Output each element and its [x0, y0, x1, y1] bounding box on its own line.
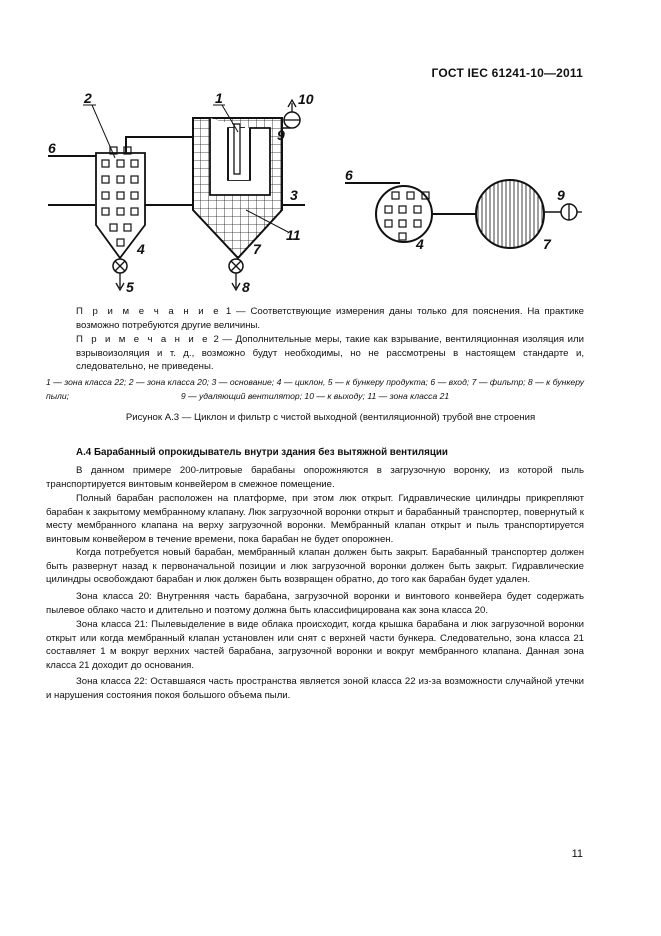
cyclone — [83, 105, 145, 290]
svg-text:4: 4 — [137, 241, 145, 257]
figure-caption: Рисунок А.3 — Циклон и фильтр с чистой выходной (вентиляционной) трубой вне строения — [125, 412, 536, 423]
paragraph-4: Зона класса 20: Внутренняя часть барабана, загрузочной воронки и винтового конвейера будет содержать пылевое облако часто и длительно и поэтому должна быть классифицирована как зона класса 20. — [46, 591, 584, 616]
section-title: А.4 Барабанный опрокидыватель внутри здания без вытяжной вентиляции — [76, 447, 448, 458]
legend-line-2: 9 — удаляющий вентилятор; 10 — к выходу; 11 — зона класса 21 — [180, 391, 450, 401]
document-header: ГОСТ IEC 61241-10—2011 — [431, 66, 583, 80]
svg-text:11: 11 — [286, 227, 301, 243]
note-1: П р и м е ч а н и е 1 — Соответствующие измерения даны только для пояснения. На практике возможно потребуются другие величины. — [76, 306, 584, 331]
svg-text:6: 6 — [48, 140, 56, 156]
svg-text:10: 10 — [298, 91, 314, 107]
svg-text:3: 3 — [290, 187, 298, 203]
svg-text:4: 4 — [416, 236, 424, 252]
note-2: П р и м е ч а н и е 2 — Дополнительные меры, такие как взрывание, вентиляционная изоляция или взрывоизоляция и т. д., возможно будут необходимы, но не рассмотрены в настоящем стандарте и, следовательно, не приведены. — [76, 334, 584, 373]
svg-text:8: 8 — [242, 279, 250, 295]
figure-a3-cyclone-filter — [0, 0, 661, 300]
svg-text:7: 7 — [253, 241, 261, 257]
svg-text:6: 6 — [345, 167, 353, 183]
paragraph-5: Зона класса 21: Пылевыделение в виде облака происходит, когда крышка барабана и люк загрузочной воронки открыт или когда мембранный клапан установлен или снят с верхней части бункера. Следовательно, зона класса 21 составляет 1 м вокруг верхних частей барабана, загрузочной воронки и вокруг мембранного клапана. Данная зона класса 21 доходит до основания. — [46, 619, 584, 671]
page-number: 11 — [571, 848, 583, 860]
legend-line-1: 1 — зона класса 22; 2 — зона класса 20; 3 — основание; 4 — циклон, 5 — к бункеру продукта; 6 — вход; 7 — фильтр; 8 — к бункеру пыли; — [46, 377, 584, 401]
svg-text:1: 1 — [215, 90, 223, 106]
paragraph-1: В данном примере 200-литровые барабаны опорожняются в загрузочную воронку, из которой пыль транспортируется винтовым конвейером в смежное помещение. — [46, 465, 584, 490]
paragraph-3: Когда потребуется новый барабан, мембранный клапан должен быть закрыт. Барабанный транспортер должен быть развернут назад к первоначальной позиции и люк загрузочной воронки должен быть закрыт. Гидравлические цилиндры освобождают барабан и люк должен быть возвращен обратно, до того как барабан будет удален. — [46, 547, 584, 586]
svg-text:9: 9 — [277, 127, 285, 143]
paragraph-6: Зона класса 22: Оставшаяся часть пространства является зоной класса 22 из-за возможности случайной утечки и нарушения состояния покоя большого объема пыли. — [46, 676, 584, 701]
svg-text:7: 7 — [543, 236, 551, 252]
paragraph-2: Полный барабан расположен на платформе, при этом люк открыт. Гидравлические цилиндры прикрепляют барабан к закрытому мембранному клапану. Люк загрузочной воронки открыт и барабанный транспортер, повернутый к месту мембранного клапана на верху загрузочной воронки. Мембранный клапан открыт и пыль транспортируется винтовым конвейером в течение времени, пока барабан не будет опорожнен. — [46, 493, 584, 545]
svg-text:9: 9 — [557, 187, 565, 203]
svg-text:2: 2 — [84, 90, 92, 106]
svg-text:5: 5 — [126, 279, 134, 295]
